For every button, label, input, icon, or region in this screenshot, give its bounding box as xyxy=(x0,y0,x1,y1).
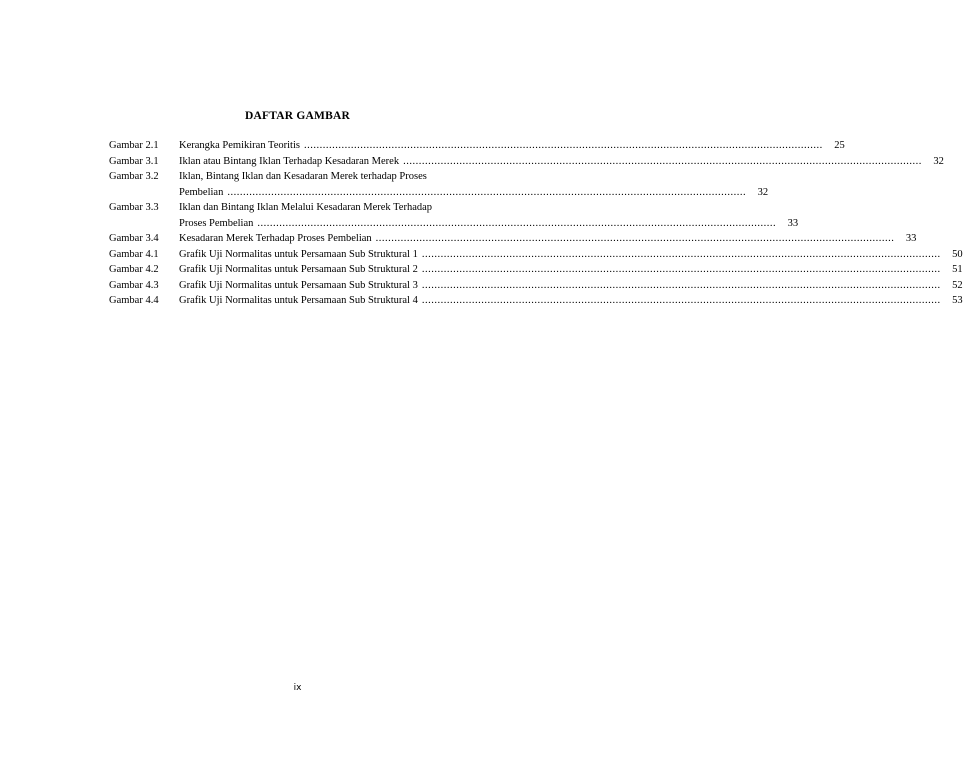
page-reference: 53 xyxy=(952,295,963,306)
dot-leader xyxy=(422,278,941,294)
page-reference: 50 xyxy=(952,248,963,260)
figure-caption: Grafik Uji Normalitas untuk Persamaan Sub Struktural 4 xyxy=(179,295,418,306)
figure-number: Gambar 3.2 xyxy=(109,171,159,182)
figure-caption: Grafik Uji Normalitas untuk Persamaan Sub Struktural 2 xyxy=(179,264,418,275)
page-title: DAFTAR GAMBAR xyxy=(245,110,350,122)
figure-entry[interactable] xyxy=(109,138,845,154)
figure-number: Gambar 2.1 xyxy=(109,140,159,151)
figure-entry[interactable] xyxy=(109,169,769,200)
figure-caption: Iklan dan Bintang Iklan Melalui Kesadaran Merek Terhadap xyxy=(179,202,433,213)
figure-number: Gambar 4.2 xyxy=(109,264,159,275)
figure-caption: Iklan, Bintang Iklan dan Kesadaran Merek terhadap Proses xyxy=(179,171,427,182)
figure-entry[interactable] xyxy=(109,247,963,263)
figure-caption: Pembelian xyxy=(179,186,224,198)
figure-entry[interactable] xyxy=(109,278,963,294)
dot-leader xyxy=(422,262,941,278)
figure-entry[interactable] xyxy=(109,154,944,170)
figure-caption: Kerangka Pemikiran Teoritis xyxy=(179,140,300,151)
dot-leader xyxy=(422,247,941,263)
figure-caption: Grafik Uji Normalitas untuk Persamaan Sub Struktural 3 xyxy=(179,279,418,291)
figure-number: Gambar 4.1 xyxy=(109,248,159,260)
figure-number: Gambar 3.1 xyxy=(109,155,159,167)
page-number: ix xyxy=(293,683,302,693)
page-reference: 25 xyxy=(834,140,845,151)
dot-leader xyxy=(376,231,895,247)
dot-leader xyxy=(422,293,941,309)
figure-number: Gambar 3.3 xyxy=(109,202,159,213)
page-reference: 32 xyxy=(757,186,769,198)
page-reference: 52 xyxy=(952,279,963,291)
figure-list xyxy=(109,138,963,309)
figure-caption: Kesadaran Merek Terhadap Proses Pembelian xyxy=(179,233,372,244)
page-reference: 32 xyxy=(933,155,944,167)
figure-entry[interactable] xyxy=(109,293,963,309)
figure-entry[interactable] xyxy=(109,231,917,247)
figure-entry[interactable] xyxy=(109,200,799,231)
page-reference: 51 xyxy=(952,264,963,275)
dot-leader xyxy=(403,154,922,170)
page-reference: 33 xyxy=(905,233,917,244)
figure-number: Gambar 3.4 xyxy=(109,233,159,244)
figure-caption: Proses Pembelian xyxy=(179,217,254,229)
figure-caption: Grafik Uji Normalitas untuk Persamaan Sub Struktural 1 xyxy=(179,248,418,260)
dot-leader xyxy=(257,216,776,232)
dot-leader xyxy=(227,185,746,201)
figure-caption: Iklan atau Bintang Iklan Terhadap Kesadaran Merek xyxy=(179,155,400,167)
figure-entry[interactable] xyxy=(109,262,963,278)
figure-number: Gambar 4.3 xyxy=(109,279,159,291)
figure-number: Gambar 4.4 xyxy=(109,295,159,306)
page-reference: 33 xyxy=(787,217,799,229)
dot-leader xyxy=(304,138,823,154)
